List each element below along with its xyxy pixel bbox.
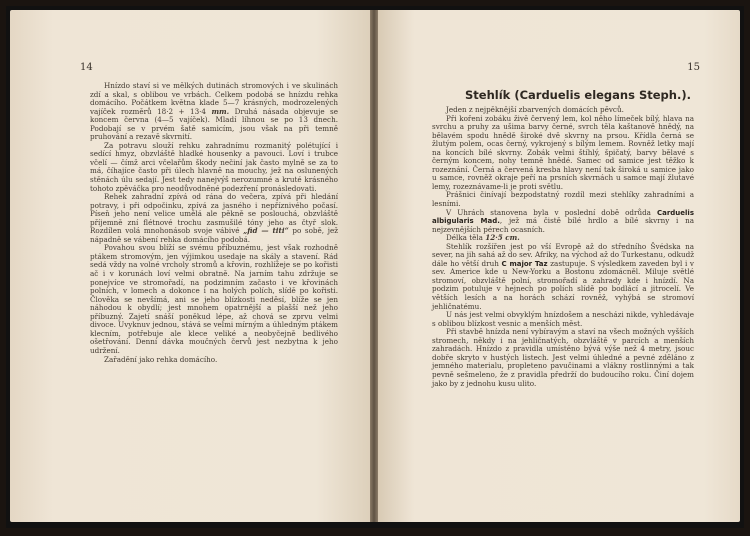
left-page <box>10 10 370 522</box>
latin-name: Carduelis albigularis Mad. <box>432 208 694 226</box>
page-number-left: 14 <box>80 62 93 73</box>
paragraph <box>432 209 694 235</box>
text-run: Rehek zahradní zpívá od rána do večera, zpívá při hledání potravy, i při odpočinku, zpívá za jasného i nepříznivého počasí. Píseň jeho není velice umělá ale pěkně se poslouchá, obzvláště příjemně zní flétnové trochu zasmušilé tóny jeho as čtyř slok. Rozdílen volá mnohonásob svoje vábivé <box>90 192 338 236</box>
left-page-body <box>90 82 338 364</box>
paragraph <box>90 193 338 244</box>
text-run: zastupuje. S výsledkem zaveden byl i v sev. Americe kde u New-Yorku a Bostonu zdomácněl. Miluje světlé stromoví, obzvláště polní, stromořadí a zahrady kde i hnízdí. Na podzim potuluje v hejnech po polích slídě po bodlácí a jitrocelí. Ve větších lesích a na horách schází rovněž, vyhýbá se stromoví jehličnatému. <box>432 258 694 311</box>
paragraph: Zařadění jako rehka domácího. <box>104 354 218 364</box>
text-run: po sobě, jež nápadně se vábení rehka domácího podobá. <box>90 226 338 244</box>
page-number-right: 15 <box>687 62 700 73</box>
right-page-body <box>432 106 694 388</box>
paragraph: Povahou svou blíží se svému příbuznému, jest však rozhodně ptákem stromovým, jen výjimkou usedaje na skály a stavení. Rád sedá vždy na volné vrcholy stromů a křovin, rozhlížeje se po kořisti ač i v korunách loví velmi obratně. Na jarním tahu zdržuje se ponejvíce ve stromořadí, na podzimním začasto i ve křovinách polních, v lomech a dokonce i na holých polích, slídě po kořisti. Člověka se nevšímá, ani se jeho blízkosti neděsí, blíže se jen náhodou k obydlí; jest mnohem opatrnější a plašší než jeho příbuzný. Zajetí snáší poněkud lépe, až chová se zprvu velmi divoce. Uvyknuv jednou, stává se velmi mírným a úhledným ptákem klecním, potřebuje ale klece veliké a neobyčejně bedlivého ošetřování. Denní dávka moučných červů jest nezbytna k jeho udržení. <box>90 243 338 355</box>
measurement-value: 12·5 cm. <box>485 233 520 243</box>
text-run: Druhá násada objevuje se koncem června (4—5 vajíček). Mladí líhnou se po 13 dnech. Podobají se v prvém šatě samicím, jsou však na při temně pruhování a rezavě skvrnití. <box>90 106 338 142</box>
text-run: Hnízdo staví si ve mělkých dutinách stromových i ve skulinách zdí a skal, s oblibou ve vrbách. Celkem podobá se hnízdu rehka domácího. Počátkem května klade 5—7 krásných, modrozelených vajíček rozměrů 18·2 + 13·4 <box>90 81 338 116</box>
text-run: V Uhrách stanovena byla v poslední době odrůda <box>446 207 657 217</box>
bird-call-text: „fid — titi“ <box>243 226 289 236</box>
paragraph: Za potravu slouží rehku zahradnímu rozmanitý polétující i sedící hmyz, obzvláště hladké housenky a pavouci. Loví i trubce včelí — čímž arci včelařům škody nečiní jak často mylně se za to má, číhajíce často při úlech hlavně na mouchy, jež na oslunených stěnách úlu sedají. Jest tedy nanejvýš nerozumné a kruté krásného tohoto zpěváčka pro neodůvodněné podezření pronásledovati. <box>90 140 338 193</box>
right-page <box>378 10 740 522</box>
latin-name: C major Taz <box>501 259 548 268</box>
paragraph: Jeden z nejpěknější zbarvených domácích pěvců. <box>446 105 624 114</box>
paragraph <box>432 243 694 311</box>
text-run: Stehlík rozšířen jest po vší Evropě až do středního Švédska na sever, na jih sahá až do sev. Afriky, na východ až do Turkestanu, odkudž dále ho větší druh <box>432 241 694 268</box>
text-run: , jež má čistě bílé hrdlo a bílé skvrny i na nejzevnějších pérech ocasních. <box>432 216 694 234</box>
paragraph: Při kořeni zobáku živě červený lem, kol něho límeček bílý, hlava na svrchu a pruhy za ušima barvy černé, svrch těla kaštanově hnědý, na bělavém spodu hnědě široké dvě skvrny na prsou. Křídla černá se žlutým polem, ocas černý, vykrojený s bílým lemem. Rovněž letky mají na koncích bílé skvrny. Zobák velmi štíhlý, špičatý, barvy bělavé s černým koncem, nohy temně hnědé. Samec od samice jest těžko k rozeznání. Černá a červená kresba hlavy není tak široká u samice jako u samce, rovněž okraje peří na prsních skvrnách u samce mají žlutavé lemy, rozeznávame-li je proti světlu. <box>432 113 694 191</box>
paragraph: Při stavbě hnízda není vybíravým a staví na všech možných vyšších stromech, někdy i na jehličnatých, obzvláště v parcích a menších zahradách. Hnízdo z pravidla umístěno bývá výše než 4 metry, jsouc dobře skryto v hustých listech. Jest velmi úhledné a pevné zděláno z jemného materialu, propleteno pavučinami a vlákny rostlinnými a tak pevně sešmeleno, že z pravidla předrží do budoucího roku. Činí dojem jako by z jednohu kusu ulito. <box>432 327 694 388</box>
paragraph: U nás jest velmi obvyklým hnízdošem a nescházi nikde, vyhledávaje s oblibou blízkost vesnic a menších měst. <box>432 310 694 328</box>
text-run: Délka těla <box>446 233 486 243</box>
paragraph: Prášnici činívají bezpodstatný rozdíl mezi stehlíky zahradními a lesními. <box>432 190 694 209</box>
book-spread <box>6 6 744 528</box>
paragraph <box>90 82 338 142</box>
section-heading: Stehlík (Carduelis elegans Steph.). <box>465 88 691 102</box>
book-gutter <box>370 10 378 522</box>
unit-text: mm. <box>211 106 230 116</box>
